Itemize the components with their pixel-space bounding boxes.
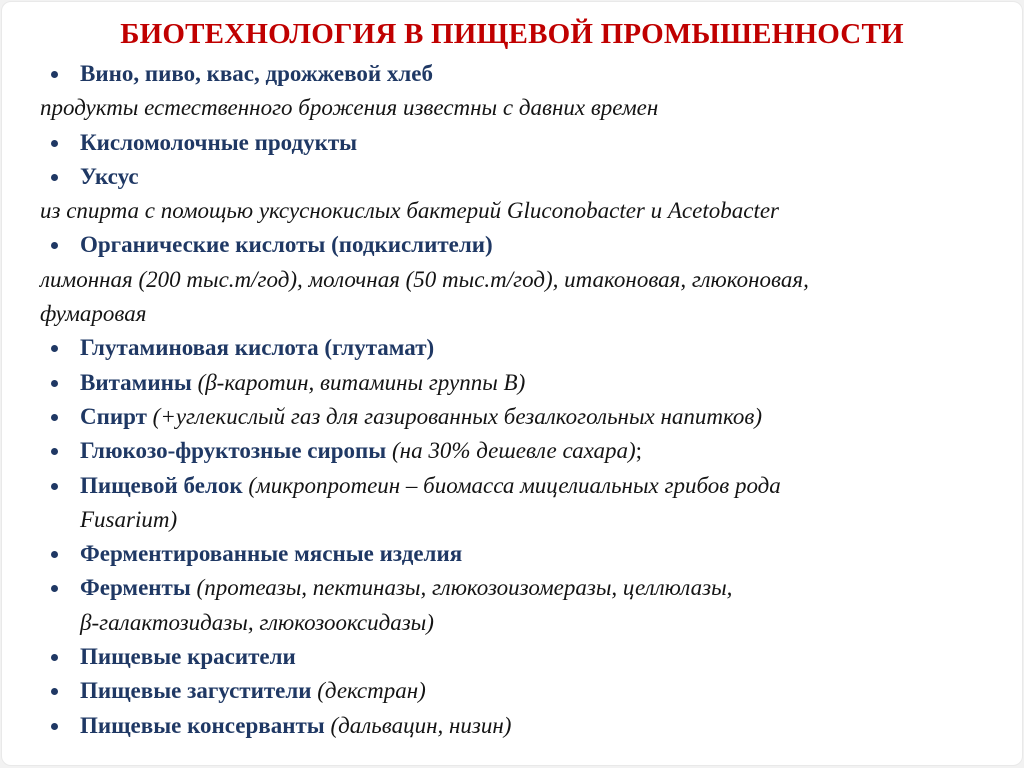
- bullet-dot-icon: [51, 71, 58, 78]
- bullet-dot-icon: [51, 654, 58, 661]
- bullet-list-item: [2, 674, 1007, 708]
- text-segment-bold: Пищевые красители: [80, 644, 296, 670]
- text-segment-bold: Кисломолочные продукты: [80, 129, 358, 155]
- text-segment-bold: Пищевой белок: [80, 472, 243, 498]
- bullet-dot-icon: [51, 688, 58, 695]
- text-segment-regular: ;: [635, 438, 643, 464]
- text-segment-bold: Ферменты: [80, 575, 191, 601]
- text-segment-italic: Fusarium): [80, 506, 178, 532]
- text-segment-bold: Витамины: [80, 369, 192, 395]
- bullet-dot-icon: [51, 585, 58, 592]
- presentation-slide: [1, 1, 1023, 766]
- bullet-list-item: [2, 228, 1007, 262]
- text-segment-bold: Глутаминовая кислота (глутамат): [80, 335, 435, 361]
- text-segment-bold: Вино, пиво, квас, дрожжевой хлеб: [80, 61, 433, 86]
- plain-list-item: [2, 91, 1007, 125]
- bullet-list-item: [2, 469, 1007, 538]
- text-segment-italic: β-галактозидазы, глюкозооксидазы): [80, 609, 434, 635]
- bullet-list-item: [2, 571, 1007, 640]
- bullet-list-item: [2, 709, 1007, 743]
- text-segment-bold: Уксус: [80, 163, 139, 189]
- text-segment-bold: Ферментированные мясные изделия: [80, 541, 463, 567]
- bullet-list-item: [2, 366, 1007, 400]
- bullet-dot-icon: [51, 551, 58, 558]
- plain-list-item: [2, 194, 1007, 228]
- plain-list-item: [2, 263, 1007, 332]
- bullet-dot-icon: [51, 448, 58, 455]
- text-segment-bold: Пищевые консерванты: [80, 712, 325, 738]
- text-segment-italic: (β-каротин, витамины группы В): [191, 369, 526, 395]
- bullet-dot-icon: [51, 414, 58, 421]
- text-segment-italic: (протеазы, пектиназы, глюкозоизомеразы, целлюлазы,: [190, 575, 733, 601]
- text-segment-bold: Глюкозо-фруктозные сиропы: [80, 438, 387, 464]
- text-segment-italic: из спирта с помощью уксуснокислых бактерий Gluconobacter и Acetobacter: [40, 198, 779, 224]
- text-segment-bold: Органические кислоты (подкислители): [80, 232, 493, 258]
- bullet-list-item: [2, 160, 1007, 194]
- text-segment-bold: Спирт: [80, 403, 147, 429]
- text-segment-italic: фумаровая: [40, 301, 147, 327]
- bullet-dot-icon: [51, 483, 58, 490]
- bullet-list-item: [2, 537, 1007, 571]
- bullet-dot-icon: [51, 345, 58, 352]
- bullet-list-item: [2, 400, 1007, 434]
- text-segment-italic: (дальвацин, низин): [324, 712, 512, 738]
- content-list: [2, 57, 1007, 743]
- slide-title: БИОТЕХНОЛОГИЯ В ПИЩЕВОЙ ПРОМЫШЕННОСТИ: [120, 18, 904, 50]
- bullet-dot-icon: [51, 380, 58, 387]
- text-segment-italic: (декстран): [311, 678, 426, 704]
- bullet-list-item: [2, 331, 1007, 365]
- text-segment-bold: Пищевые загустители: [80, 678, 312, 704]
- bullet-list-item: [2, 434, 1007, 468]
- bullet-dot-icon: [51, 723, 58, 730]
- text-segment-italic: (микропротеин – биомасса мицелиальных грибов рода: [242, 472, 781, 498]
- text-segment-italic: продукты естественного брожения известны с давних времен: [40, 95, 659, 121]
- bullet-dot-icon: [51, 174, 58, 181]
- bullet-dot-icon: [51, 242, 58, 249]
- text-segment-italic: (на 30% дешевле сахара): [386, 438, 636, 464]
- bullet-list-item: [2, 640, 1007, 674]
- text-segment-italic: лимонная (200 тыс.т/год), молочная (50 тыс.т/год), итаконовая, глюконовая,: [40, 266, 809, 292]
- bullet-list-item: [2, 57, 1007, 91]
- bullet-dot-icon: [51, 140, 58, 147]
- text-segment-italic: (+углекислый газ для газированных безалкогольных напитков): [146, 403, 763, 429]
- bullet-list-item: [2, 126, 1007, 160]
